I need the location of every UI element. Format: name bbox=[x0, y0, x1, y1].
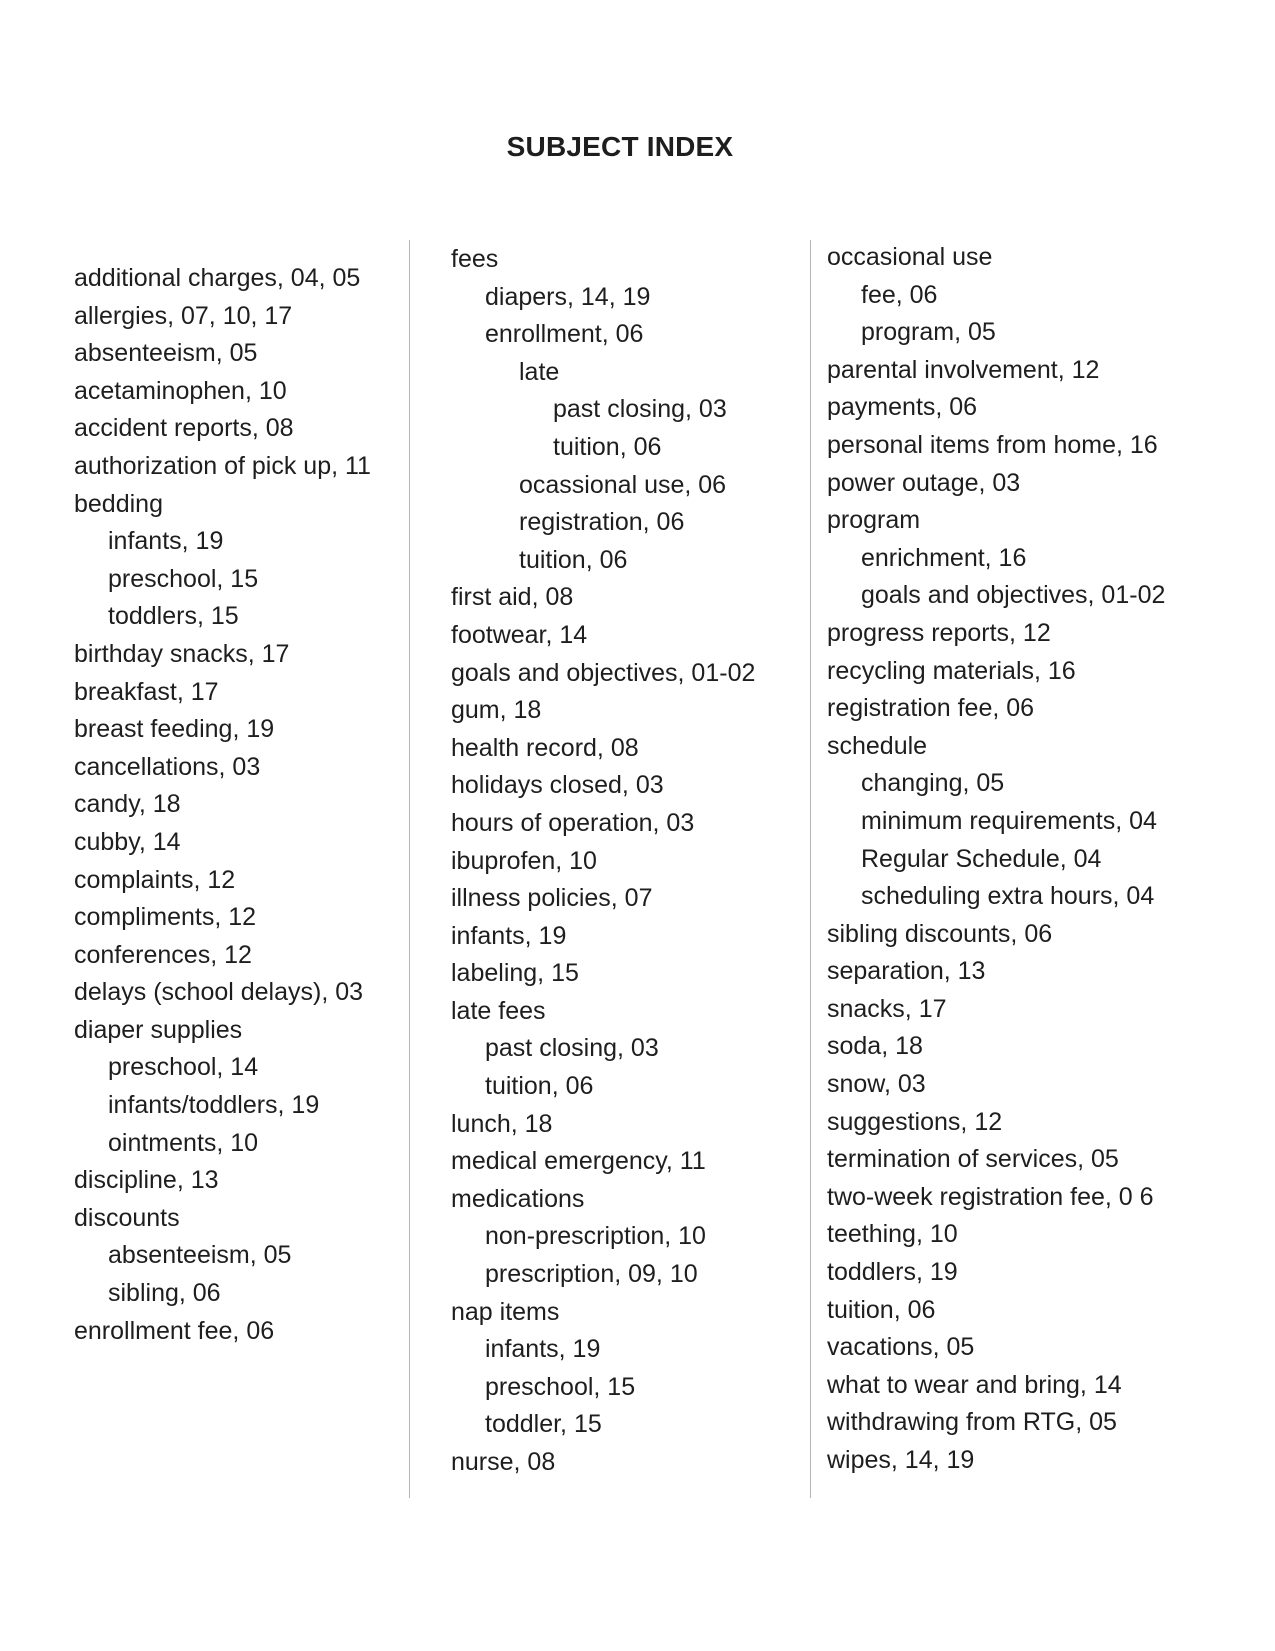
index-subentry: late bbox=[519, 357, 560, 386]
index-entry: acetaminophen, 10 bbox=[74, 376, 287, 405]
index-entry: discipline, 13 bbox=[74, 1166, 219, 1195]
index-subentry: non-prescription, 10 bbox=[485, 1222, 706, 1251]
index-entry: sibling discounts, 06 bbox=[827, 919, 1053, 948]
index-entry: accident reports, 08 bbox=[74, 414, 294, 443]
index-entry: conferences, 12 bbox=[74, 940, 252, 969]
index-entry: bedding bbox=[74, 489, 163, 518]
index-entry: cancellations, 03 bbox=[74, 752, 261, 781]
index-subentry: sibling, 06 bbox=[108, 1279, 221, 1308]
index-entry: breakfast, 17 bbox=[74, 677, 219, 706]
index-entry: teething, 10 bbox=[827, 1220, 958, 1249]
index-entry: recycling materials, 16 bbox=[827, 656, 1076, 685]
index-entry: registration fee, 06 bbox=[827, 694, 1035, 723]
index-entry: late fees bbox=[451, 996, 546, 1025]
index-entry: progress reports, 12 bbox=[827, 618, 1051, 647]
index-entry: birthday snacks, 17 bbox=[74, 639, 290, 668]
index-entry: breast feeding, 19 bbox=[74, 715, 275, 744]
index-entry: allergies, 07, 10, 17 bbox=[74, 301, 293, 330]
index-entry: personal items from home, 16 bbox=[827, 430, 1158, 459]
index-subentry: ocassional use, 06 bbox=[519, 470, 727, 499]
index-subentry: tuition, 06 bbox=[485, 1072, 594, 1101]
index-entry: vacations, 05 bbox=[827, 1333, 975, 1362]
index-entry: footwear, 14 bbox=[451, 620, 588, 649]
index-entry: nap items bbox=[451, 1297, 560, 1326]
index-entry: enrollment fee, 06 bbox=[74, 1316, 275, 1345]
index-entry: complaints, 12 bbox=[74, 865, 236, 894]
index-subentry: goals and objectives, 01-02 bbox=[861, 581, 1166, 610]
index-entry: schedule bbox=[827, 731, 928, 760]
index-entry: tuition, 06 bbox=[827, 1295, 936, 1324]
index-subentry: minimum requirements, 04 bbox=[861, 806, 1157, 835]
index-entry: diaper supplies bbox=[74, 1015, 243, 1044]
index-entry: delays (school delays), 03 bbox=[74, 978, 364, 1007]
index-entry: two-week registration fee, 0 6 bbox=[827, 1182, 1154, 1211]
index-entry: first aid, 08 bbox=[451, 583, 574, 612]
index-entry: suggestions, 12 bbox=[827, 1107, 1003, 1136]
column-divider bbox=[810, 240, 811, 1498]
index-subentry: infants, 19 bbox=[108, 527, 224, 556]
index-entry: what to wear and bring, 14 bbox=[827, 1370, 1122, 1399]
page-title: SUBJECT INDEX bbox=[506, 130, 734, 162]
index-entry: snow, 03 bbox=[827, 1070, 926, 1099]
index-entry: parental involvement, 12 bbox=[827, 355, 1100, 384]
index-entry: power outage, 03 bbox=[827, 468, 1021, 497]
index-entry: snacks, 17 bbox=[827, 994, 947, 1023]
index-entry: gum, 18 bbox=[451, 696, 542, 725]
index-subentry: infants, 19 bbox=[485, 1335, 601, 1364]
index-entry: wipes, 14, 19 bbox=[827, 1446, 975, 1474]
index-entry: payments, 06 bbox=[827, 393, 978, 422]
index-entry: compliments, 12 bbox=[74, 903, 257, 932]
index-entry: program bbox=[827, 506, 921, 535]
index-entry: labeling, 15 bbox=[451, 959, 579, 988]
index-subentry: absenteeism, 05 bbox=[108, 1241, 292, 1270]
index-entry: soda, 18 bbox=[827, 1032, 923, 1061]
index-subentry: preschool, 15 bbox=[485, 1372, 636, 1401]
index-entry: discounts bbox=[74, 1203, 180, 1232]
index-entry: holidays closed, 03 bbox=[451, 771, 664, 800]
index-entry: health record, 08 bbox=[451, 733, 639, 762]
index-entry: cubby, 14 bbox=[74, 827, 181, 856]
index-subentry: enrichment, 16 bbox=[861, 543, 1027, 572]
index-subentry: toddlers, 15 bbox=[108, 602, 239, 631]
index-entry: medical emergency, 11 bbox=[451, 1147, 706, 1176]
index-subentry: Regular Schedule, 04 bbox=[861, 844, 1102, 873]
index-subentry: prescription, 09, 10 bbox=[485, 1260, 698, 1289]
index-entry: termination of services, 05 bbox=[827, 1145, 1119, 1174]
index-entry: additional charges, 04, 05 bbox=[74, 264, 361, 292]
index-subentry: past closing, 03 bbox=[485, 1034, 659, 1063]
index-entry: ibuprofen, 10 bbox=[451, 846, 597, 875]
index-entry: candy, 18 bbox=[74, 790, 181, 819]
index-entry: fees bbox=[451, 245, 499, 273]
index-entry: infants, 19 bbox=[451, 921, 567, 950]
index-entry: separation, 13 bbox=[827, 957, 986, 986]
index-entry: medications bbox=[451, 1184, 585, 1213]
index-subentry: tuition, 06 bbox=[519, 545, 628, 574]
index-subentry: ointments, 10 bbox=[108, 1128, 259, 1157]
index-entry: occasional use bbox=[827, 243, 993, 271]
index-subentry: past closing, 03 bbox=[553, 395, 727, 424]
index-column-2 bbox=[451, 241, 755, 1482]
index-subentry: preschool, 14 bbox=[108, 1053, 259, 1082]
index-entry: nurse, 08 bbox=[451, 1448, 556, 1476]
index-subentry: preschool, 15 bbox=[108, 564, 259, 593]
index-subentry: diapers, 14, 19 bbox=[485, 282, 651, 311]
index-column-1 bbox=[74, 260, 371, 1350]
index-subentry: fee, 06 bbox=[861, 280, 938, 309]
column-divider bbox=[409, 240, 410, 1498]
index-entry: goals and objectives, 01-02 bbox=[451, 658, 756, 687]
index-subentry: enrollment, 06 bbox=[485, 320, 644, 349]
index-column-3 bbox=[827, 239, 1165, 1480]
index-entry: illness policies, 07 bbox=[451, 884, 653, 913]
index-entry: authorization of pick up, 11 bbox=[74, 451, 371, 480]
index-subentry: program, 05 bbox=[861, 318, 996, 347]
index-entry: toddlers, 19 bbox=[827, 1258, 958, 1287]
index-subentry: infants/toddlers, 19 bbox=[108, 1091, 320, 1120]
index-entry: withdrawing from RTG, 05 bbox=[827, 1408, 1117, 1437]
index-subentry: registration, 06 bbox=[519, 508, 685, 537]
index-entry: lunch, 18 bbox=[451, 1109, 553, 1138]
index-subentry: tuition, 06 bbox=[553, 432, 662, 461]
index-subentry: changing, 05 bbox=[861, 769, 1005, 798]
index-entry: hours of operation, 03 bbox=[451, 808, 695, 837]
index-entry: absenteeism, 05 bbox=[74, 339, 258, 368]
index-subentry: scheduling extra hours, 04 bbox=[861, 882, 1155, 911]
index-subentry: toddler, 15 bbox=[485, 1410, 602, 1439]
